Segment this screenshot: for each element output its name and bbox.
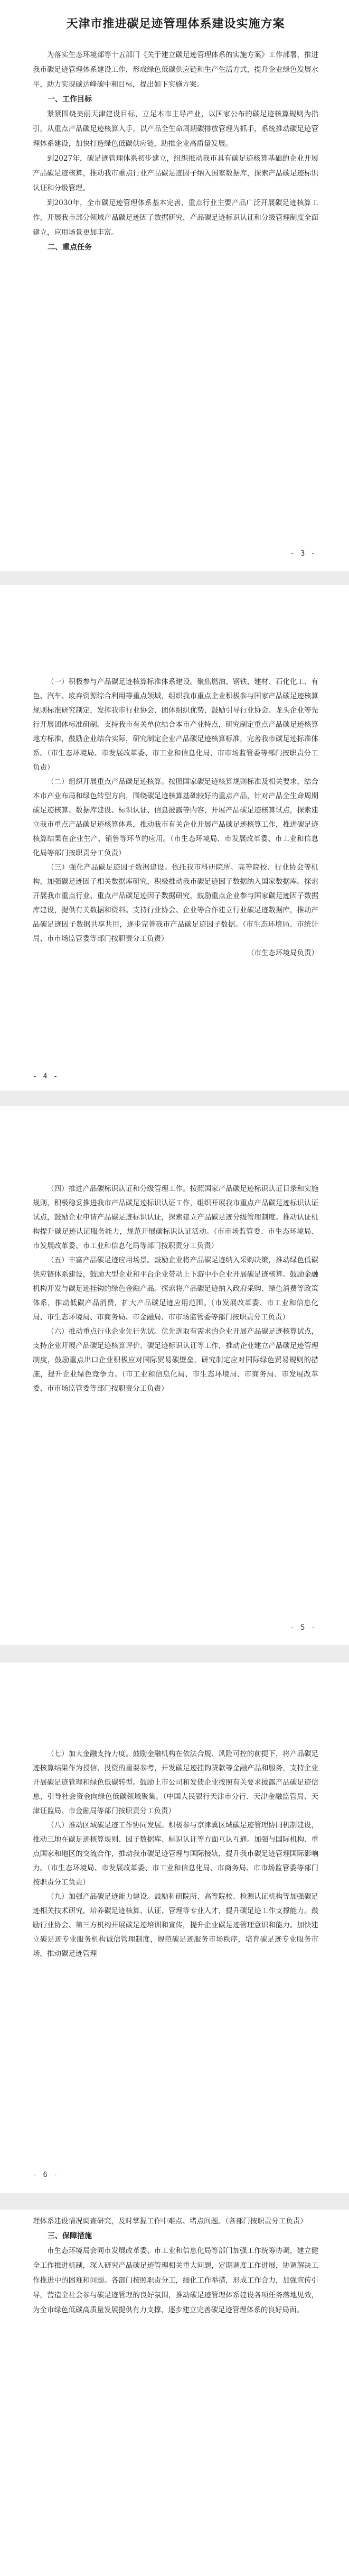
section-heading-tasks: 二、重点任务 <box>48 243 92 252</box>
task-3-responsible: （市生态环境局负责） <box>247 949 318 957</box>
page-3 <box>0 1106 349 1645</box>
document-title: 天津市推进碳足迹管理体系建设实施方案 <box>66 17 285 31</box>
section-heading-safeguards: 三、保障措施 <box>48 2232 92 2240</box>
intro-paragraph: 为落实生态环境部等十五部门《关于建立碳足迹管理体系的实施方案》工作部署，推进我市碳足迹管理体系建设工作，形成绿色低碳供应链和生产生活方式，提升企业绿色发展水平，助力实现碳达峰碳中和目标，提出如下实施方案。 <box>33 51 318 89</box>
page-number: - 5 - <box>290 1624 316 1632</box>
page-number: - 4 - <box>33 1073 59 1081</box>
page-number: - 3 - <box>290 550 316 558</box>
goal-paragraph-1: 紧紧围绕美丽天津建设目标，立足本市主导产业，以国家公布的碳足迹核算规则为指引，从重点产品碳足迹核算入手，以产品全生命周期碳排放管理为抓手，系统推动碳足迹管理体系建设，加快打造绿色低碳供应链，助推企业高质量发展。 <box>33 110 318 148</box>
page-number: - 6 - <box>33 2171 59 2179</box>
goal-paragraph-3: 到2030年，全市碳足迹管理体系基本完善，重点行业主要产品广泛开展碳足迹核算工作，开展我市部分领域产品碳足迹因子数据研究，产品碳足迹标识认证和分级管理制度全面建立，应用场景更加丰富。 <box>33 199 318 237</box>
page-5 <box>0 2210 349 2576</box>
task-paragraph-7: （七）加大金融支持力度。鼓励金融机构在依法合规、风险可控的前提下，将产品碳足迹核算结果作为授信、投资的重要参考，开发碳足迹挂钩贷款等金融产品和服务，支持企业开展碳足迹管理和绿色低碳转型。鼓励上市公司和发债企业按照有关要求披露产品碳足迹信息，引导社会资金向绿色低碳领域聚集。（中国人民银行天津市分行、天津金融监管局、天津证监局、市金融局等部门按职责分工负责） <box>33 1750 318 1815</box>
task-paragraph-6: （六）推动重点行业企业先行先试。优先选取有需求的企业开展产品碳足迹核算试点，支持企业开展产品碳足迹核算评价、碳足迹标识认证等工作，推动企业建立产品碳足迹管理制度，鼓励重点出口企业积极应对国际贸易碳壁垒，研究制定应对国际绿色贸易规则的措施，提升企业绿色竞争力。（市工业和信息化局、市生态环境局、市商务局、市发展改革委、市市场监管委等部门按职责分工负责） <box>33 1327 318 1393</box>
task-paragraph-9: （九）加强产品碳足迹能力建设。鼓励科研院所、高等院校、检测认证机构等加强碳足迹相关技术研究，培养碳足迹核算、认证、管理等专业人才，提升碳足迹工作支撑能力。鼓励行业协会、第三方机构开展碳足迹培训和宣传，提升企业碳足迹管理意识和能力。加快建立碳足迹专业服务机构诚信管理制度，规范碳足迹服务市场秩序，培育碳足迹专业服务市场，推动碳足迹管理 <box>33 1892 318 1958</box>
page-2 <box>0 585 349 1091</box>
page-4 <box>0 1663 349 2193</box>
page-1 <box>0 0 349 571</box>
task-paragraph-1: （一）积极参与产品碳足迹核算标准体系建设。聚焦燃油、钢铁、建材、石化化工、有色、汽车、废弃资源综合利用等重点领域，组织我市重点企业积极参与国家产品碳足迹核算规则标准研究制定，发挥我市行业协会、团体组织优势，鼓励引导行业协会、龙头企业等先行开展团体标准研制。支持我市有关单位结合本市产业特点，研究制定重点产品碳足迹核算地方标准，鼓励企业结合实际，研究制定企业产品碳足迹核算标准，完善我市碳足迹标准体系。（市生态环境局、市发展改革委、市工业和信息化局、市市场监管委等部门按职责分工负责） <box>33 678 318 772</box>
task-paragraph-5: （五）丰富产品碳足迹应用场景。鼓励企业将产品碳足迹纳入采购决策，推动绿色低碳供应链体系建设，鼓励大型企业和平台企业带动上下游中小企业开展碳足迹核算。鼓励金融机构开发与碳足迹挂钩的绿色金融产品。探索将产品碳足迹纳入政府采购、绿色消费等政策体系，推动低碳产品消费，扩大产品碳足迹应用范围。（市发展改革委、市工业和信息化局、市生态环境局、市商务局、市金融局、市市场监管委等部门按职责分工负责） <box>33 1256 318 1322</box>
carryover-paragraph: 理体系建设情况调查研究，及时掌握工作中难点、堵点问题。（各部门按职责分工负责） <box>33 2217 307 2226</box>
section-heading-goals: 一、工作目标 <box>48 95 92 104</box>
goal-paragraph-2: 到2027年，碳足迹管理体系初步建立，组织推动我市具有碳足迹核算基础的企业开展产品碳足迹核算，推动我市重点行业产品碳足迹因子纳入国家数据库，探索产品碳足迹标识认证和分级管理。 <box>33 154 318 192</box>
task-paragraph-3: （三）强化产品碳足迹因子数据建设。依托我市科研院所、高等院校、行业协会等机构，加强碳足迹因子相关数据库研究，积极推动我市碳足迹因子数据纳入国家数据库。探索开展我市重点行业、重点产品碳足迹因子数据研究，鼓励重点企业参与国家碳足迹因子数据库建设，提供有关数据和资料。支持行业协会、企业等合作建立行业碳足迹数据库，推动产品碳足迹因子数据共享共用，逐步完善我市产品碳足迹因子数据。（市生态环境局、市统计局、市市场监管委等部门按职责分工负责） <box>33 863 318 943</box>
task-paragraph-2: （二）组织开展重点产品碳足迹核算。按照国家碳足迹核算规则标准及相关要求，结合本市产业布局和绿色转型方向，围绕碳足迹核算基础较好的重点产品，针对产品全生命周期碳足迹核算、数据库建设、标识认证、信息披露等内容，开展产品碳足迹核算试点，探索建立我市重点产品碳足迹核算体系，推动我市有关企业开展产品碳足迹核算工作，推进碳足迹核算结果在企业生产、销售等环节的应用。（市生态环境局、市发展改革委、市工业和信息化局等部门按职责分工负责） <box>33 778 318 857</box>
safeguard-paragraph: 市生态环境局会同市发展改革委、市工业和信息化局等部门加强工作统筹协调，建立健全工作推进机制，深入研究产品碳足迹管理相关重大问题，定期调度工作进展，协调解决工作推进中的困难和问题。各部门按照职责分工，细化工作举措，形成工作合力，加强宣传引导，营造全社会参与碳足迹管理的良好氛围，推动碳足迹管理体系建设各项任务落地见效，为全市绿色低碳高质量发展提供有力支撑，逐步建立完善碳足迹管理体系的良好局面。 <box>33 2247 318 2314</box>
task-paragraph-8: （八）推动区域碳足迹工作协同发展。积极参与京津冀区域碳足迹管理协同机制建设，推动三地在碳足迹核算规则、因子数据库、标识认证等方面互认互通。加强与国际机构、重点国家和地区的交流合作，推动我市碳足迹管理与国际接轨，提升我市碳足迹管理国际影响力。（市生态环境局、市发展改革委、市工业和信息化局、市商务局、市市场监管委等部门按职责分工负责） <box>33 1821 318 1887</box>
task-paragraph-4: （四）推进产品碳标识认证和分级管理工作。按照国家产品碳足迹标识认证目录和实施规则，积极稳妥推进我市产品碳足迹标识认证工作，组织开展我市重点产品碳足迹标识认证试点，鼓励企业申请产品碳足迹标识认证，探索建立产品碳足迹分级管理制度。推动认证机构提升碳足迹认证服务能力，规范开展碳标识认证活动。（市市场监管委、市生态环境局、市发展改革委、市工业和信息化局等部门按职责分工负责） <box>33 1185 318 1250</box>
